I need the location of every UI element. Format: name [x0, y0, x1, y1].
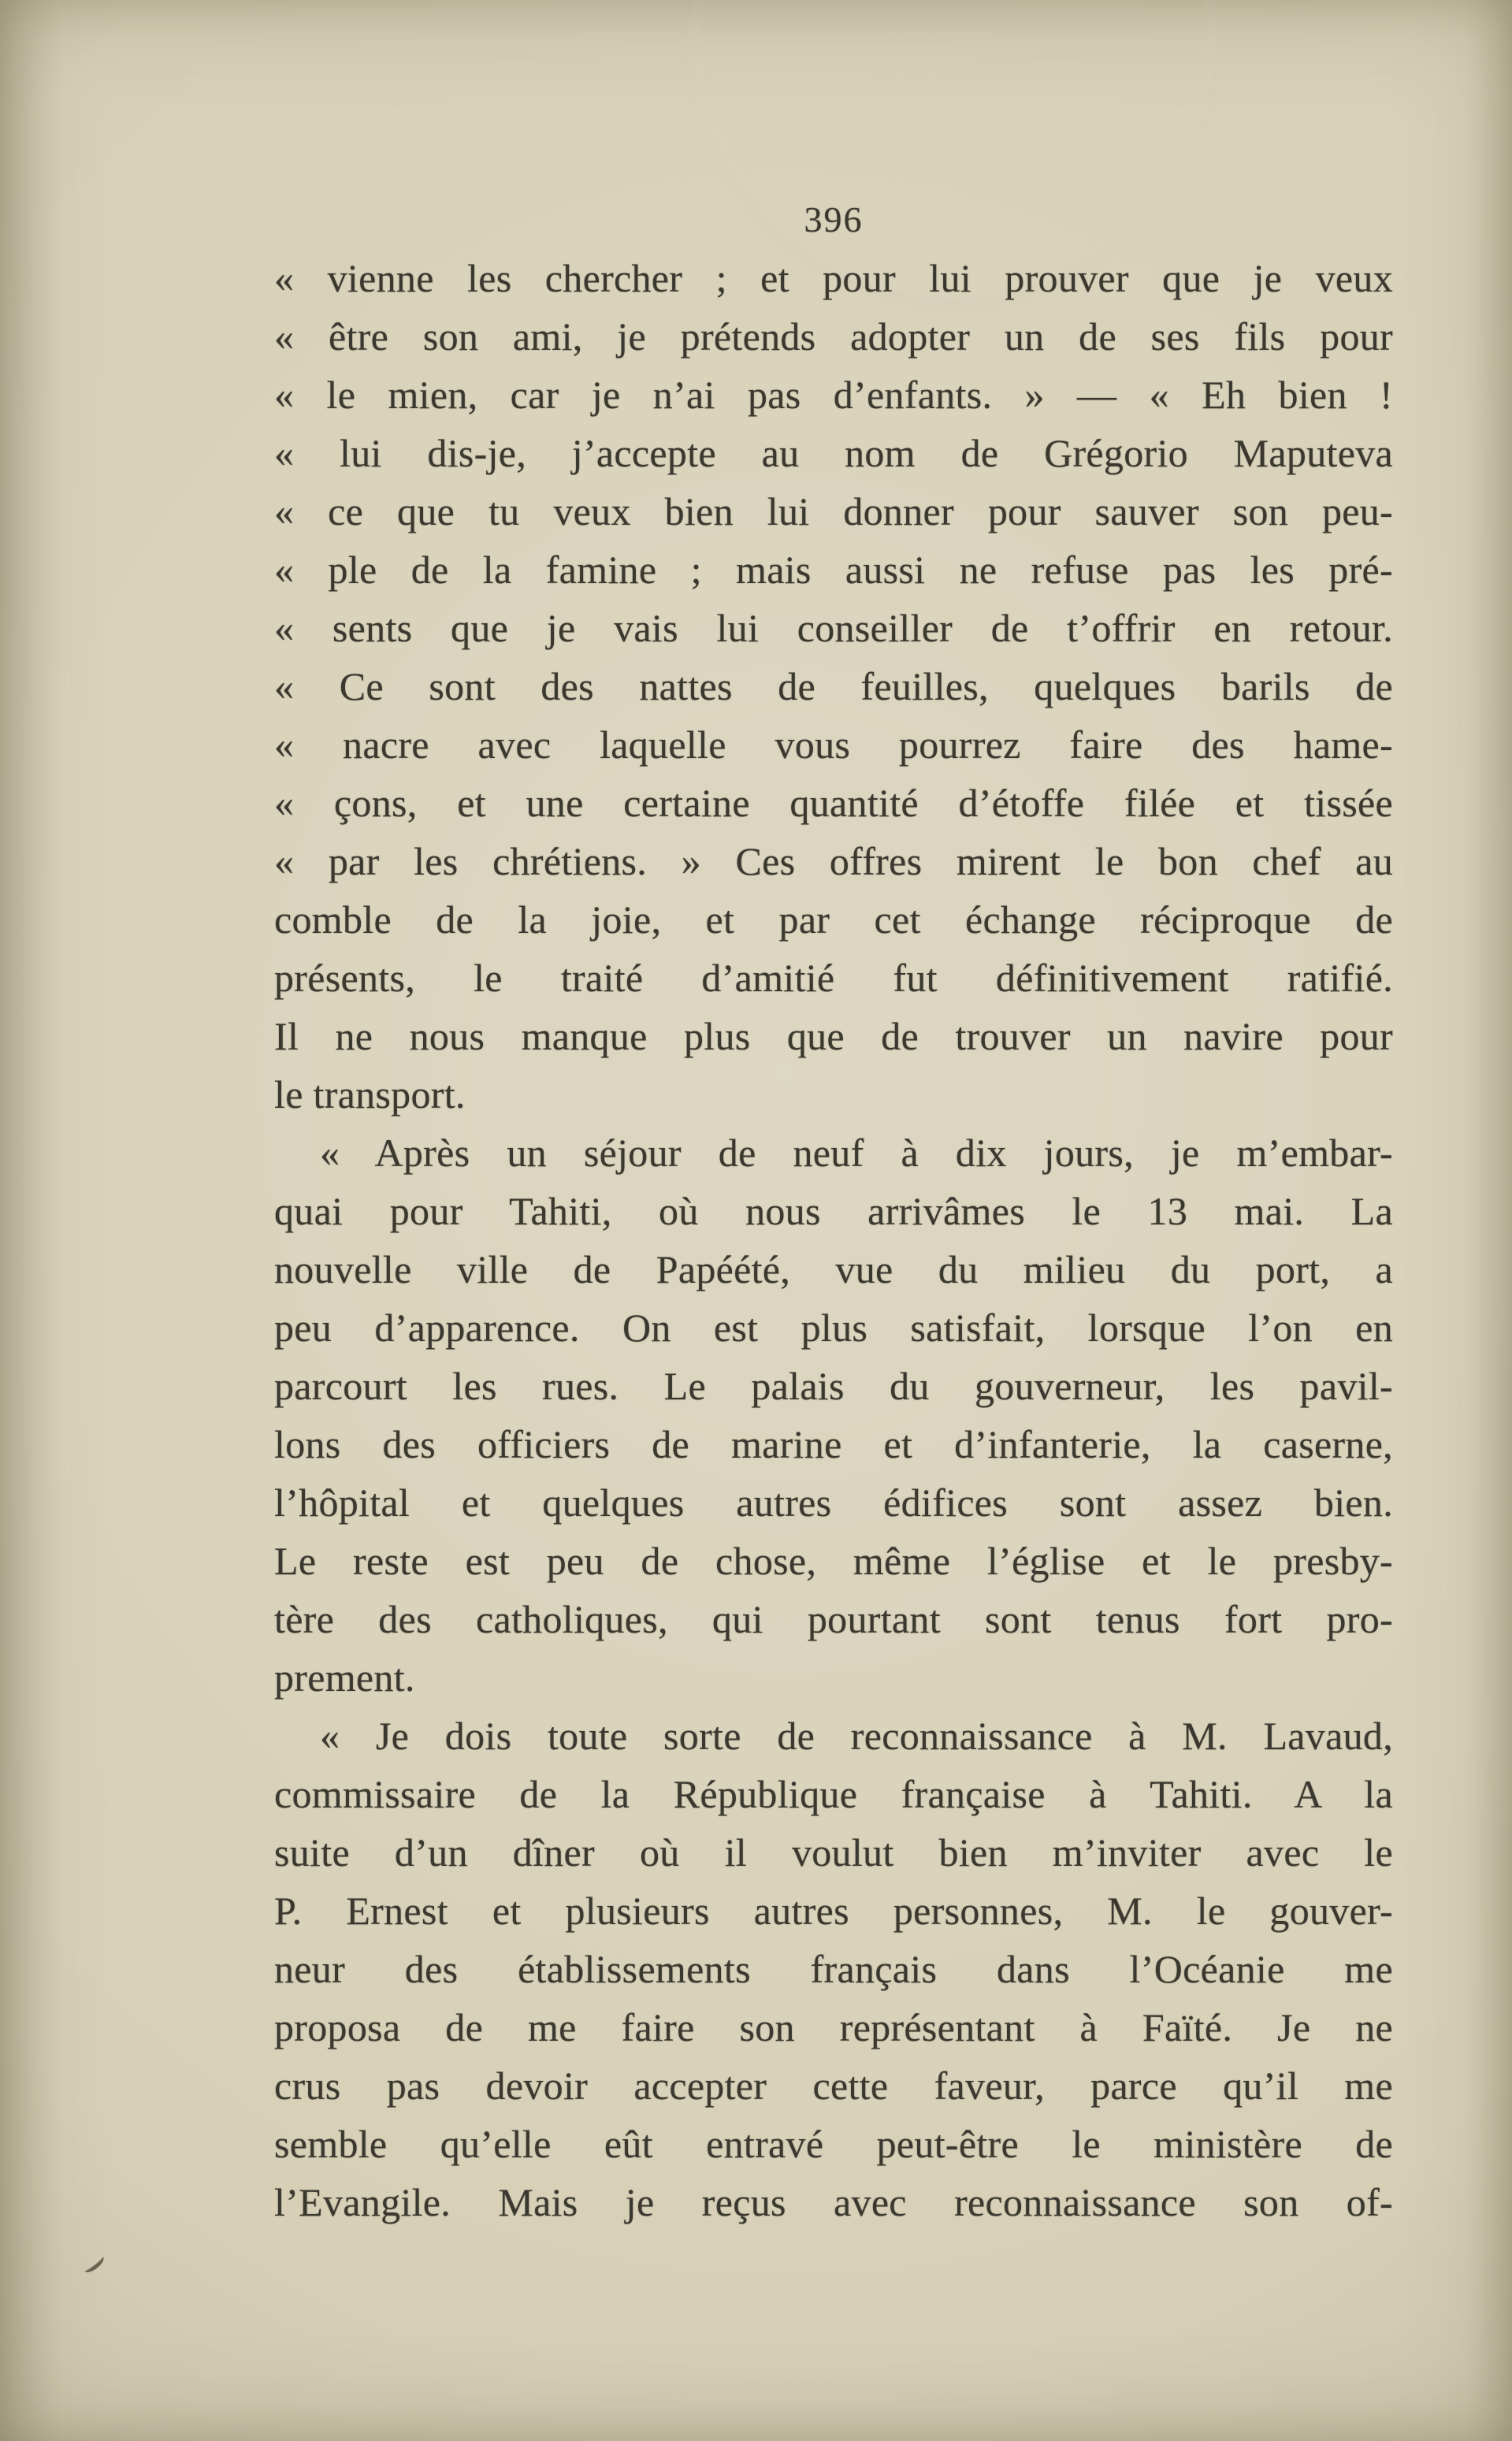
text-line: prement. — [274, 1655, 415, 1700]
text-line: Il ne nous manque plus que de trouver un navire pour — [274, 1014, 1393, 1058]
text-line: parcourt les rues. Le palais du gouverneur, les pavil- — [274, 1364, 1393, 1408]
text-line: comble de la joie, et par cet échange réciproque de — [274, 897, 1393, 942]
text-line: « nacre avec laquelle vous pourrez faire des hame- — [274, 723, 1393, 767]
text-line: « par les chrétiens. » Ces offres mirent le bon chef au — [274, 839, 1393, 883]
text-line: « Ce sont des nattes de feuilles, quelques barils de — [274, 664, 1393, 708]
text-line: lons des officiers de marine et d’infanterie, la caserne, — [274, 1422, 1393, 1466]
text-line: l’hôpital et quelques autres édifices sont assez bien. — [274, 1481, 1393, 1525]
text-line: neur des établissements français dans l’Océanie me — [274, 1947, 1393, 1991]
text-line: proposa de me faire son représentant à Faïté. Je ne — [274, 2005, 1393, 2049]
text-line: crus pas devoir accepter cette faveur, parce qu’il me — [274, 2064, 1393, 2108]
text-line: « vienne les chercher ; et pour lui prouver que je veux — [274, 256, 1393, 300]
text-line: « ce que tu veux bien lui donner pour sauver son peu- — [274, 489, 1393, 533]
text-line: quai pour Tahiti, où nous arrivâmes le 13 mai. La — [274, 1189, 1393, 1233]
text-line: « être son ami, je prétends adopter un de ses fils pour — [274, 314, 1393, 359]
page-number: 396 — [804, 199, 864, 240]
text-line: peu d’apparence. On est plus satisfait, lorsque l’on en — [274, 1306, 1393, 1350]
text-line: Le reste est peu de chose, même l’église et le presby- — [274, 1539, 1393, 1583]
text-line: tère des catholiques, qui pourtant sont tenus fort pro- — [274, 1597, 1393, 1641]
pen-mark — [81, 2252, 106, 2276]
text-line: nouvelle ville de Papéété, vue du milieu du port, a — [274, 1247, 1393, 1291]
text-line: « çons, et une certaine quantité d’étoffe filée et tissée — [274, 781, 1393, 825]
text-line: le transport. — [274, 1072, 466, 1116]
text-line: « Je dois toute sorte de reconnaissance à M. Lavaud, — [320, 1714, 1393, 1758]
text-line: commissaire de la République française à Tahiti. A la — [274, 1772, 1393, 1816]
text-line: suite d’un dîner où il voulut bien m’inviter avec le — [274, 1830, 1393, 1874]
text-block — [274, 249, 1393, 2231]
text-line: « le mien, car je n’ai pas d’enfants. » — « Eh bien ! — [274, 373, 1393, 417]
text-line: « lui dis-je, j’accepte au nom de Grégorio Maputeva — [274, 431, 1393, 475]
text-line: semble qu’elle eût entravé peut-être le ministère de — [274, 2122, 1393, 2166]
text-line: l’Evangile. Mais je reçus avec reconnaissance son of- — [274, 2180, 1393, 2224]
text-line: « Après un séjour de neuf à dix jours, je m’embar- — [320, 1131, 1393, 1175]
text-line: présents, le traité d’amitié fut définitivement ratifié. — [274, 956, 1393, 1000]
text-line: « ple de la famine ; mais aussi ne refuse pas les pré- — [274, 548, 1393, 592]
text-line: « sents que je vais lui conseiller de t’offrir en retour. — [274, 606, 1393, 650]
text-line: P. Ernest et plusieurs autres personnes, M. le gouver- — [274, 1889, 1393, 1933]
